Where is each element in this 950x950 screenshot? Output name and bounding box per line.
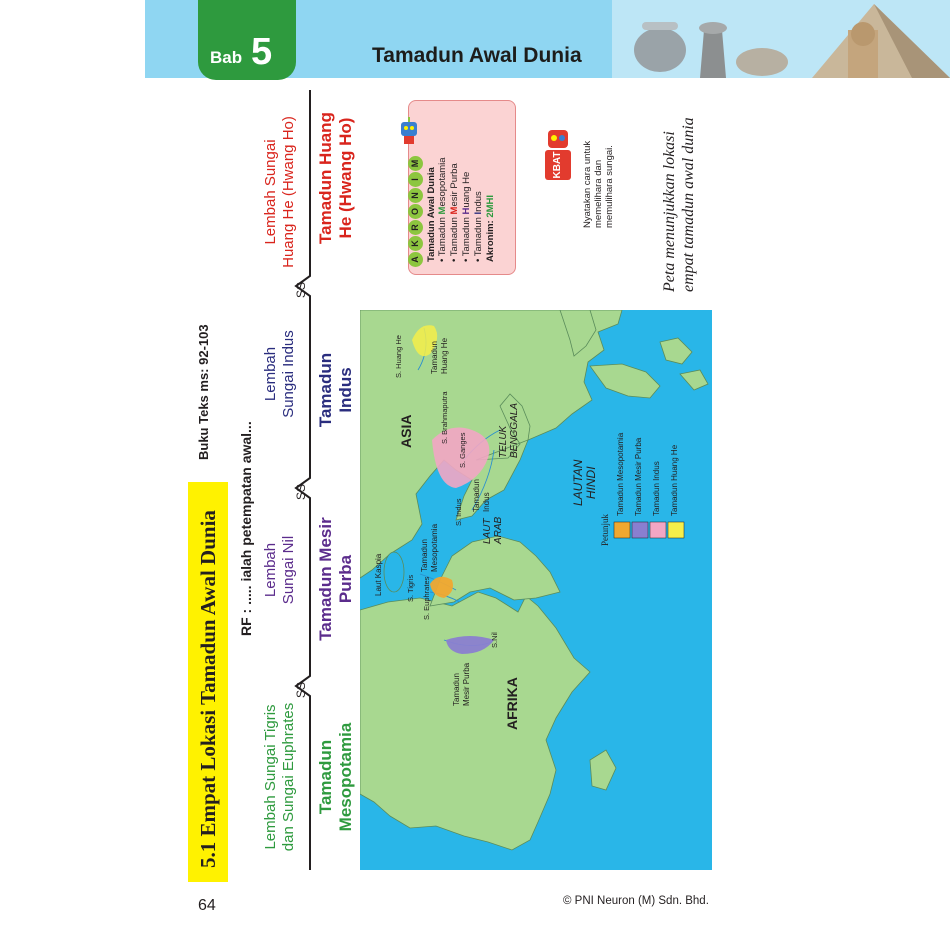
akronim-post-2: esir Purba (449, 163, 460, 207)
akronim-pre-2: Tamadun (449, 214, 460, 257)
laut-arab-line1: LAUT (482, 518, 493, 544)
akronim-content (426, 157, 496, 262)
akronim-letter-o: O (408, 204, 423, 219)
robot-mascot-icon (396, 116, 422, 146)
akronim-line-4 (473, 157, 485, 262)
laut-kaspia-shape (384, 552, 404, 592)
map-tamadun-mesopotamia-line1: Tamadun (420, 539, 429, 572)
map-tamadun-indus-line1: Tamadun (472, 479, 481, 512)
chapter-word: Bab (210, 48, 243, 67)
akronim-pre-1: Tamadun (437, 214, 448, 257)
tamadun-mesir-line2: Purba (336, 554, 355, 604)
akronim-line-3 (461, 157, 473, 262)
legend-swatch-mesir-purba (632, 522, 648, 538)
world-map (360, 310, 712, 870)
kbat-line-1: Nyatakan cara untuk (582, 140, 593, 228)
label-s-tigris: S. Tigris (406, 574, 415, 602)
akronim-line-1 (437, 157, 449, 262)
label-teluk-benggala (498, 403, 520, 458)
legend-swatch-indus (650, 522, 666, 538)
tamadun-indus-line1: Tamadun (316, 352, 335, 428)
section-title: 5.1 Empat Lokasi Tamadun Awal Dunia (196, 510, 220, 868)
label-tamadun-indus (472, 479, 492, 512)
kbat-line-3: memulihara sungai. (604, 145, 615, 228)
teluk-benggala-line2: BENGGALA (509, 402, 520, 458)
akronim-letter-k: K (408, 236, 423, 251)
tamadun-indus-line2: Indus (336, 367, 355, 413)
copyright-notice: © PNI Neuron (M) Sdn. Bhd. (563, 895, 709, 907)
tamadun-huang-he-line1: Tamadun Huang (316, 112, 335, 244)
map-caption-line1: Peta menunjukkan lokasi (661, 131, 678, 292)
flow-lembah-indus (262, 314, 298, 434)
akronim-bullet-2: • (449, 258, 460, 262)
legend-swatch-huang-he (668, 522, 684, 538)
label-tamadun-mesir-purba (452, 663, 472, 706)
label-tamadun-huang-he (430, 338, 450, 374)
akronim-heading: Tamadun Awal Dunia (426, 167, 437, 262)
akronim-letter-i: I (408, 172, 423, 187)
ss-label-3: SS (294, 281, 308, 298)
akronim-letter-n: N (408, 188, 423, 203)
label-afrika: AFRIKA (504, 677, 520, 730)
textbook-reference: Buku Teks ms: 92-103 (196, 324, 211, 460)
lembah-nil-line1: Lembah (262, 542, 279, 598)
legend-label-huang-he: Tamadun Huang He (670, 444, 679, 516)
ss-label-1: SS (294, 681, 308, 698)
page-number: 64 (198, 897, 216, 914)
map-caption (660, 117, 698, 292)
lembah-huang-he-line2: Huang He (Hwang Ho) (280, 116, 297, 268)
map-tamadun-huang-he-line2: Huang He (440, 337, 449, 374)
akronim-key-3: H (461, 207, 472, 215)
lembah-mesopotamia-line1: Lembah Sungai Tigris (262, 704, 279, 850)
flow-tamadun-huang-he (316, 94, 356, 262)
flow-tamadun-indus (316, 340, 356, 440)
akronim-acronym-label: Akronim: (485, 217, 496, 262)
tamadun-mesopotamia-line2: Mesopotamia (336, 722, 355, 832)
label-s-nil: S.Nil (490, 632, 499, 648)
chapter-title: Tamadun Awal Dunia (372, 44, 582, 67)
akronim-pre-3: Tamadun (461, 214, 472, 257)
akronim-key-2: M (449, 206, 460, 215)
label-laut-arab (482, 517, 504, 544)
flow-lembah-nil (262, 512, 298, 628)
akronim-bullet-4: • (473, 258, 484, 262)
ss-label-2: SS (294, 483, 308, 500)
akronim-line-2 (449, 157, 461, 262)
akronim-letter-m: M (408, 156, 423, 171)
akronim-key-4: I (473, 211, 484, 215)
label-lautan-hindi (572, 460, 598, 506)
akronim-letter-a: A (408, 252, 423, 267)
map-tamadun-mesopotamia-line2: Mesopotamia (430, 523, 439, 572)
label-s-huang-he: S. Huang He (394, 335, 403, 378)
lembah-indus-line1: Lembah (262, 346, 279, 402)
kbat-text (582, 141, 615, 228)
tamadun-mesir-line1: Tamadun Mesir (316, 517, 335, 641)
legend-swatch-mesopotamia (614, 522, 630, 538)
tamadun-huang-he-line2: He (Hwang Ho) (336, 117, 355, 239)
label-s-euphrates: S. Euphrates (422, 576, 431, 620)
map-caption-line2: empat tamadun awal dunia (680, 117, 697, 292)
flow-tamadun-mesir (316, 504, 356, 654)
akronim-post-1: esopotamia (437, 157, 448, 207)
kbat-line-2: memelihara dan (593, 159, 604, 228)
rf-statement: RF : ..... ialah petempatan awal... (238, 421, 254, 636)
flow-tamadun-mesopotamia (316, 706, 356, 848)
map-tamadun-indus-line2: Indus (482, 492, 491, 512)
flow-lembah-huang-he (262, 94, 298, 290)
akronim-bullet-1: • (437, 258, 448, 262)
lautan-hindi-line1: LAUTAN (571, 459, 585, 506)
akronim-letter-r: R (408, 220, 423, 235)
lembah-nil-line2: Sungai Nil (280, 535, 297, 605)
akronim-acronym (485, 157, 496, 262)
tamadun-mesopotamia-line1: Tamadun (316, 739, 335, 815)
akronim-acronym-value: 2MHI (485, 194, 496, 218)
akronim-bullet-3: • (461, 258, 472, 262)
lembah-indus-line2: Sungai Indus (280, 330, 297, 418)
label-tamadun-mesopotamia (420, 524, 440, 572)
label-laut-kaspia: Laut Kaspia (374, 553, 383, 596)
header-artifact-image (612, 0, 950, 78)
legend-label-mesir-purba: Tamadun Mesir Purba (634, 437, 643, 516)
chapter-tab (198, 0, 296, 80)
map-tamadun-mesir-line2: Mesir Purba (462, 662, 471, 706)
legend-label-mesopotamia: Tamadun Mesopotamia (616, 432, 625, 516)
map-tamadun-mesir-line1: Tamadun (452, 673, 461, 706)
teluk-benggala-line1: TELUK (498, 425, 509, 458)
laut-arab-line2: ARAB (493, 516, 504, 544)
chapter-number: 5 (251, 31, 273, 73)
akronim-post-3: uang He (461, 171, 472, 208)
label-s-ganges: S. Ganges (458, 432, 467, 468)
label-s-indus: S. Indus (454, 498, 463, 526)
akronim-post-4: ndus (473, 191, 484, 212)
flow-lembah-mesopotamia (262, 692, 298, 862)
lautan-hindi-line2: HINDI (584, 466, 598, 500)
lembah-mesopotamia-line2: dan Sungai Euphrates (280, 702, 297, 852)
akronim-key-1: M (437, 206, 448, 215)
kbat-badge: KBAT (545, 150, 571, 180)
legend-title: Petunjuk (600, 513, 610, 546)
lembah-huang-he-line1: Lembah Sungai (262, 139, 279, 245)
akronim-pre-4: Tamadun (473, 214, 484, 257)
label-s-brahmaputra: S. Brahmaputra (440, 391, 449, 444)
label-asia: ASIA (398, 414, 414, 448)
map-tamadun-huang-he-line1: Tamadun (430, 341, 439, 374)
legend-label-indus: Tamadun Indus (652, 461, 661, 516)
